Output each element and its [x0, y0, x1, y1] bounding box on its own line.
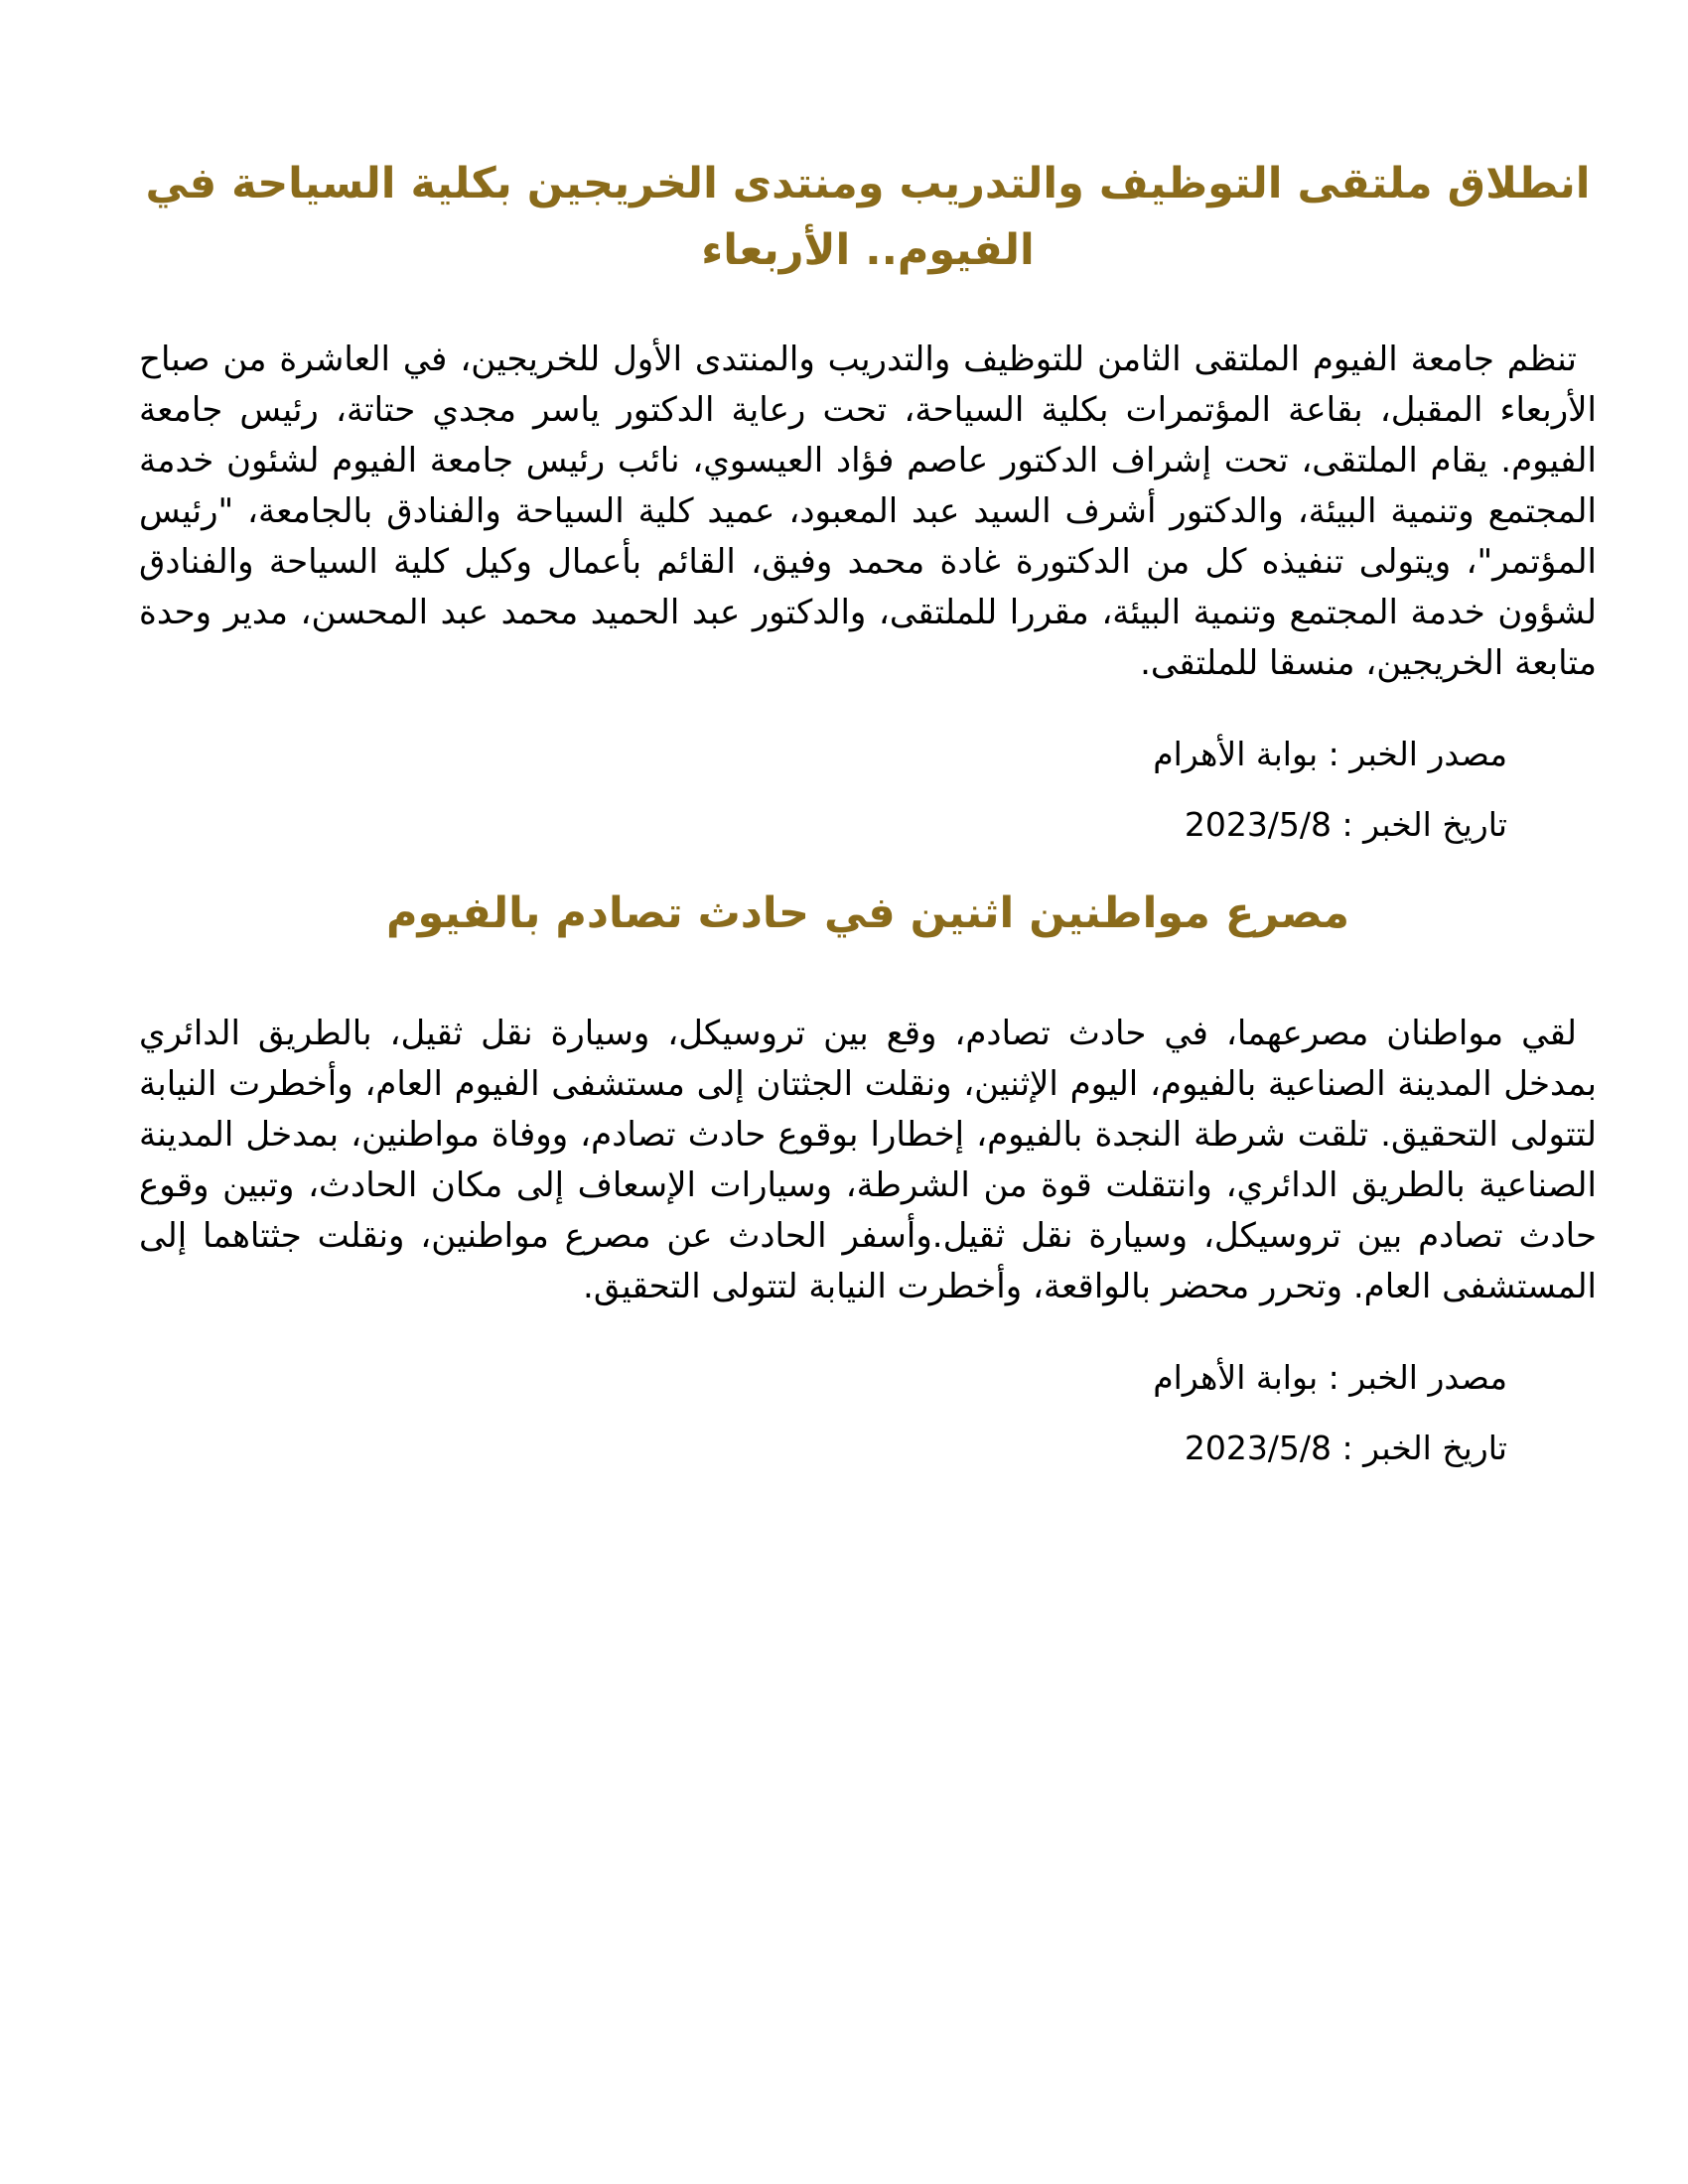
news-article-employment-forum: [139, 151, 1597, 847]
article-body: تنظم جامعة الفيوم الملتقى الثامن للتوظيف والتدريب والمنتدى الأول للخريجين، في العاشرة من صباح الأربعاء المقبل، بقاعة المؤتمرات بكلية السياحة، تحت رعاية الدكتور ياسر مجدي حتاتة، رئيس جامعة الفيوم. يقام الملتقى، تحت إشراف الدكتور عاصم فؤاد العيسوي، نائب رئيس جامعة الفيوم لشئون خدمة المجتمع وتنمية البيئة، والدكتور أشرف السيد عبد المعبود، عميد كلية السياحة والفنادق بالجامعة، "رئيس المؤتمر"، ويتولى تنفيذه كل من الدكتورة غادة محمد وفيق، القائم بأعمال وكيل كلية السياحة والفنادق لشؤون خدمة المجتمع وتنمية البيئة، مقررا للملتقى، والدكتور عبد الحميد محمد عبد المحسن، مدير وحدة متابعة الخريجين، منسقا للملتقى.: [139, 340, 1597, 684]
article-source: مصدر الخبر : بوابة الأهرام: [1153, 1358, 1507, 1398]
news-article-collision-accident: [139, 881, 1597, 1470]
article-date: تاريخ الخبر : 2023/5/8: [1184, 1428, 1507, 1467]
article-title: مصرع مواطنين اثنين في حادث تصادم بالفيوم: [386, 888, 1349, 939]
article-title: انطلاق ملتقى التوظيف والتدريب ومنتدى الخريجين بكلية السياحة في الفيوم.. الأربعاء: [145, 159, 1591, 275]
article-source: مصدر الخبر : بوابة الأهرام: [1153, 735, 1507, 774]
article-date: تاريخ الخبر : 2023/5/8: [1184, 804, 1507, 844]
article-body: لقي مواطنان مصرعهما، في حادث تصادم، وقع بين تروسيكل، وسيارة نقل ثقيل، بالطريق الدائري بمدخل المدينة الصناعية بالفيوم، اليوم الإثنين، ونقلت الجثتان إلى مستشفى الفيوم العام، وأخطرت النيابة لتتولى التحقيق. تلقت شرطة النجدة بالفيوم، إخطارا بوقوع حادث تصادم، ووفاة مواطنين، بمدخل المدينة الصناعية بالطريق الدائري، وانتقلت قوة من الشرطة، وسيارات الإسعاف إلى مكان الحادث، وتبين وقوع حادث تصادم بين تروسيكل، وسيارة نقل ثقيل.وأسفر الحادث عن مصرع مواطنين، ونقلت جثتاهما إلى المستشفى العام. وتحرر محضر بالواقعة، وأخطرت النيابة لتتولى التحقيق.: [139, 1014, 1597, 1307]
